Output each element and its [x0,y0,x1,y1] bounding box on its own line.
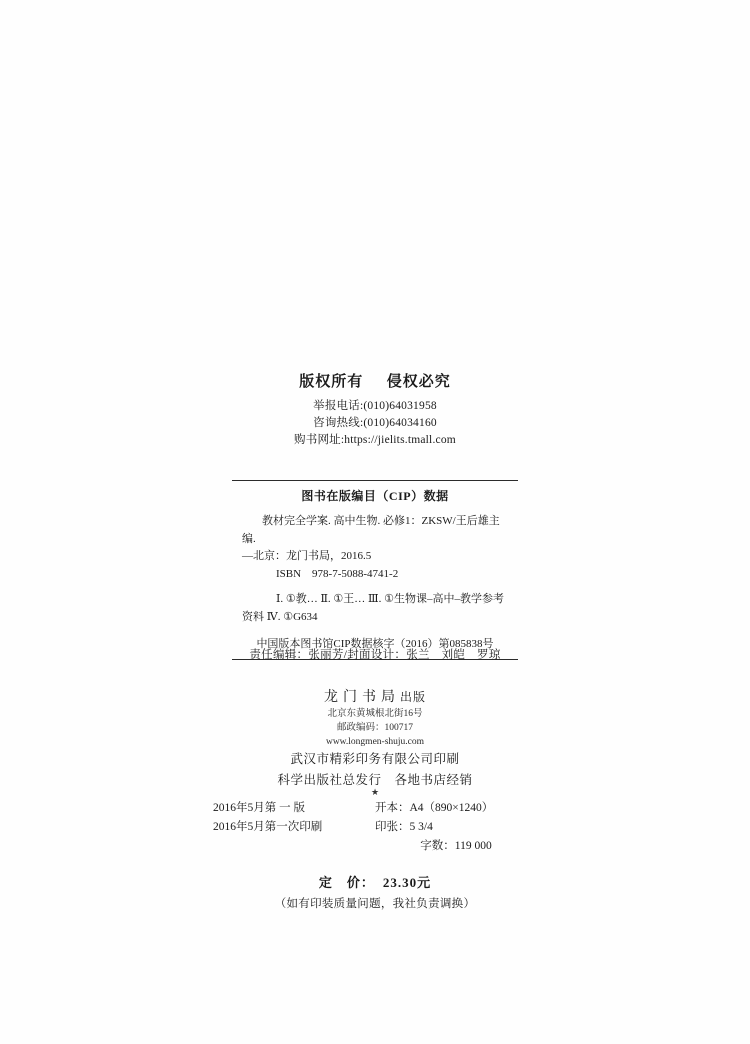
editorial-credits: 责任编辑：张丽芳/封面设计：张兰 刘皑 罗琼 [249,649,501,661]
price-label: 定 价： [318,875,375,890]
publisher-address [0,707,750,749]
cip-body [232,513,518,626]
cip-line-5 [242,609,512,627]
cip-line-4 [242,591,512,609]
publisher-website[interactable]: www.longmen-shuju.com [325,737,425,747]
cip-isbn: ISBN 978-7-5088-4741-2 [276,567,399,580]
cip-line-3 [242,566,512,584]
address-street: 北京东黄城根北街16号 [327,709,423,719]
cip-line-1-text: 教材完全学案. 高中生物. 必修1：ZKSW/王后雄主编. [242,515,500,545]
report-phone: 举报电话:(010)64031958 [313,400,437,412]
print-date: 2016年5月第一次印刷 [213,821,323,833]
quality-note: （如有印装质量问题，我社负责调换） [274,898,476,910]
price-line [0,872,750,891]
edition-date: 2016年5月第 一 版 [213,802,305,814]
printer-name: 武汉市精彩印务有限公司印刷 [290,752,460,766]
print-sheets: 印张：5 3/4 [375,821,433,833]
purchase-url[interactable]: 购书网址:https://jielits.tmall.com [294,434,456,446]
contact-info [0,398,750,449]
edition-info [0,799,750,856]
cip-data-box [232,480,518,660]
cip-line-2-text: —北京：龙门书局，2016.5 [242,550,372,562]
edition-format: 开本：A4（890×1240） [375,802,494,814]
cip-gap [242,583,512,591]
cip-line-1 [242,513,512,548]
publisher-name: 龙门书局 [323,690,400,705]
address-postcode: 邮政编码：100717 [336,723,413,733]
consult-hotline: 咨询热线:(010)64034160 [313,417,437,429]
publisher-line [0,686,750,706]
printing-info [0,749,750,791]
edition-row-1 [0,799,750,818]
copyright-notice [0,370,750,391]
word-count: 字数：119 000 [420,840,492,852]
edition-row-2 [0,818,750,837]
edition-row-3 [0,837,750,856]
star-divider-icon: ★ [370,787,380,797]
cip-registration-number: 中国版本图书馆CIP数据核字（2016）第085838号 [256,638,494,650]
cip-title: 图书在版编目（CIP）数据 [301,489,449,503]
copyright-notice-part1: 版权所有 [299,374,364,390]
cip-line-2 [242,548,512,566]
publisher-suffix: 出版 [399,690,426,704]
distributor-name: 科学出版社总发行 各地书店经销 [277,773,473,787]
cip-line-5-text: 资料 Ⅳ. ①G634 [242,610,318,623]
price-value: 23.30元 [382,875,432,890]
copyright-notice-part2: 侵权必究 [386,374,451,390]
cip-line-4-text: Ⅰ. ①教… Ⅱ. ①王… Ⅲ. ①生物课–高中–教学参考 [276,593,505,605]
